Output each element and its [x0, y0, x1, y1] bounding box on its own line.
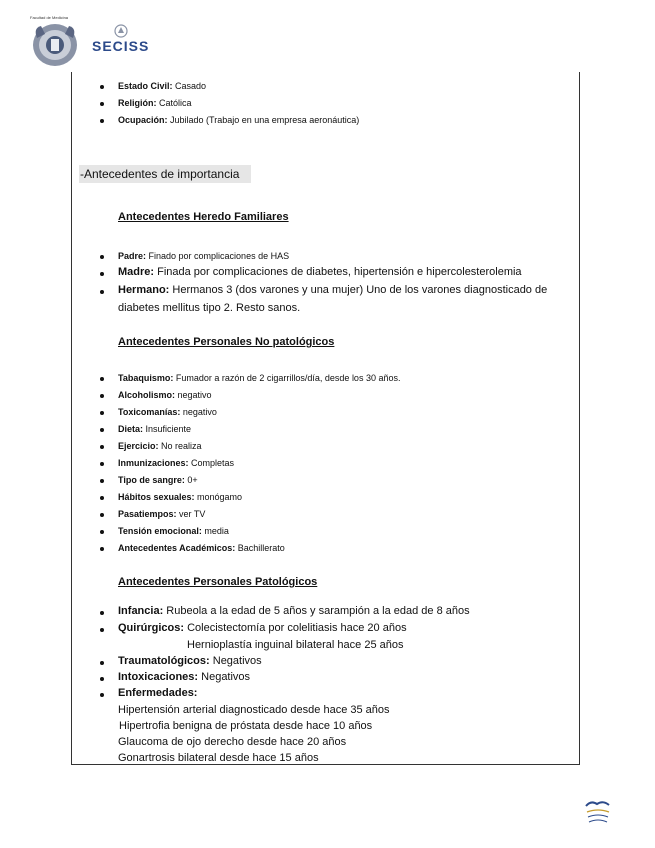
bullet — [100, 255, 104, 259]
heading-no-patologicos: Antecedentes Personales No patológicos — [118, 336, 335, 348]
bullet — [100, 445, 104, 449]
bullet — [100, 530, 104, 534]
bullet — [100, 513, 104, 517]
list-item: Hermano: Hermanos 3 (dos varones y una mujer) Uno de los varones diagnosticado de — [118, 284, 548, 296]
bullet — [100, 428, 104, 432]
bullet — [100, 377, 104, 381]
list-item: Dieta: Insuficiente — [118, 424, 192, 434]
bullet — [100, 628, 104, 632]
disease-line: Gonartrosis bilateral desde hace 15 años — [118, 752, 319, 764]
bullet — [100, 479, 104, 483]
list-item: Inmunizaciones: Completas — [118, 458, 235, 468]
list-item: Toxicomanías: negativo — [118, 407, 217, 417]
section-title: -Antecedentes de importancia — [79, 165, 251, 183]
secyss-emblem-icon — [114, 24, 128, 38]
list-item: Tabaquismo: Fumador a razón de 2 cigarrillos/día, desde los 30 años. — [118, 373, 401, 383]
list-item: Religión: Católica — [118, 98, 192, 108]
bullet — [100, 547, 104, 551]
university-logo-icon — [583, 798, 613, 828]
bullet — [100, 102, 104, 106]
disease-line: Hipertensión arterial diagnosticado desde hace 35 años — [118, 704, 390, 716]
list-item: Estado Civil: Casado — [118, 81, 207, 91]
bullet — [100, 693, 104, 697]
list-item: Padre: Finado por complicaciones de HAS — [118, 251, 290, 261]
list-item: Hábitos sexuales: monógamo — [118, 492, 243, 502]
bullet — [100, 677, 104, 681]
list-item: Tensión emocional: media — [118, 526, 229, 536]
heading-heredo-familiares: Antecedentes Heredo Familiares — [118, 211, 289, 223]
faculty-seal-icon — [31, 18, 79, 68]
list-item: Traumatológicos: Negativos — [118, 655, 262, 667]
bullet — [100, 611, 104, 615]
secyss-logo: SECISS — [92, 38, 150, 54]
list-item: Intoxicaciones: Negativos — [118, 671, 251, 683]
list-item: Tipo de sangre: 0+ — [118, 475, 198, 485]
bullet — [100, 661, 104, 665]
bullet — [100, 411, 104, 415]
disease-line: Hipertrofia benigna de próstata desde hace 10 años — [119, 720, 373, 732]
heading-patologicos: Antecedentes Personales Patológicos — [118, 576, 318, 588]
list-item: Infancia: Rubeola a la edad de 5 años y sarampión a la edad de 8 años — [118, 605, 470, 617]
list-item: Ocupación: Jubilado (Trabajo en una empresa aeronáutica) — [118, 115, 360, 125]
bullet — [100, 462, 104, 466]
disease-line: Glaucoma de ojo derecho desde hace 20 años — [118, 736, 347, 748]
list-item-continuation: Hernioplastía inguinal bilateral hace 25 años — [187, 639, 404, 651]
list-item: Antecedentes Académicos: Bachillerato — [118, 543, 285, 553]
list-item-continuation: diabetes mellitus tipo 2. Resto sanos. — [118, 302, 301, 314]
list-item: Alcoholismo: negativo — [118, 390, 212, 400]
bullet — [100, 496, 104, 500]
bullet — [100, 290, 104, 294]
bullet — [100, 119, 104, 123]
list-item: Enfermedades: — [118, 687, 198, 699]
list-item: Pasatiempos: ver TV — [118, 509, 206, 519]
bullet — [100, 394, 104, 398]
list-item: Quirúrgicos: Colecistectomía por colelitiasis hace 20 años — [118, 622, 407, 634]
bullet — [100, 272, 104, 276]
faculty-caption: Facultad de Medicina — [30, 15, 69, 20]
list-item: Ejercicio: No realiza — [118, 441, 202, 451]
bullet — [100, 85, 104, 89]
list-item: Madre: Finada por complicaciones de diabetes, hipertensión e hipercolesterolemia — [118, 266, 522, 278]
